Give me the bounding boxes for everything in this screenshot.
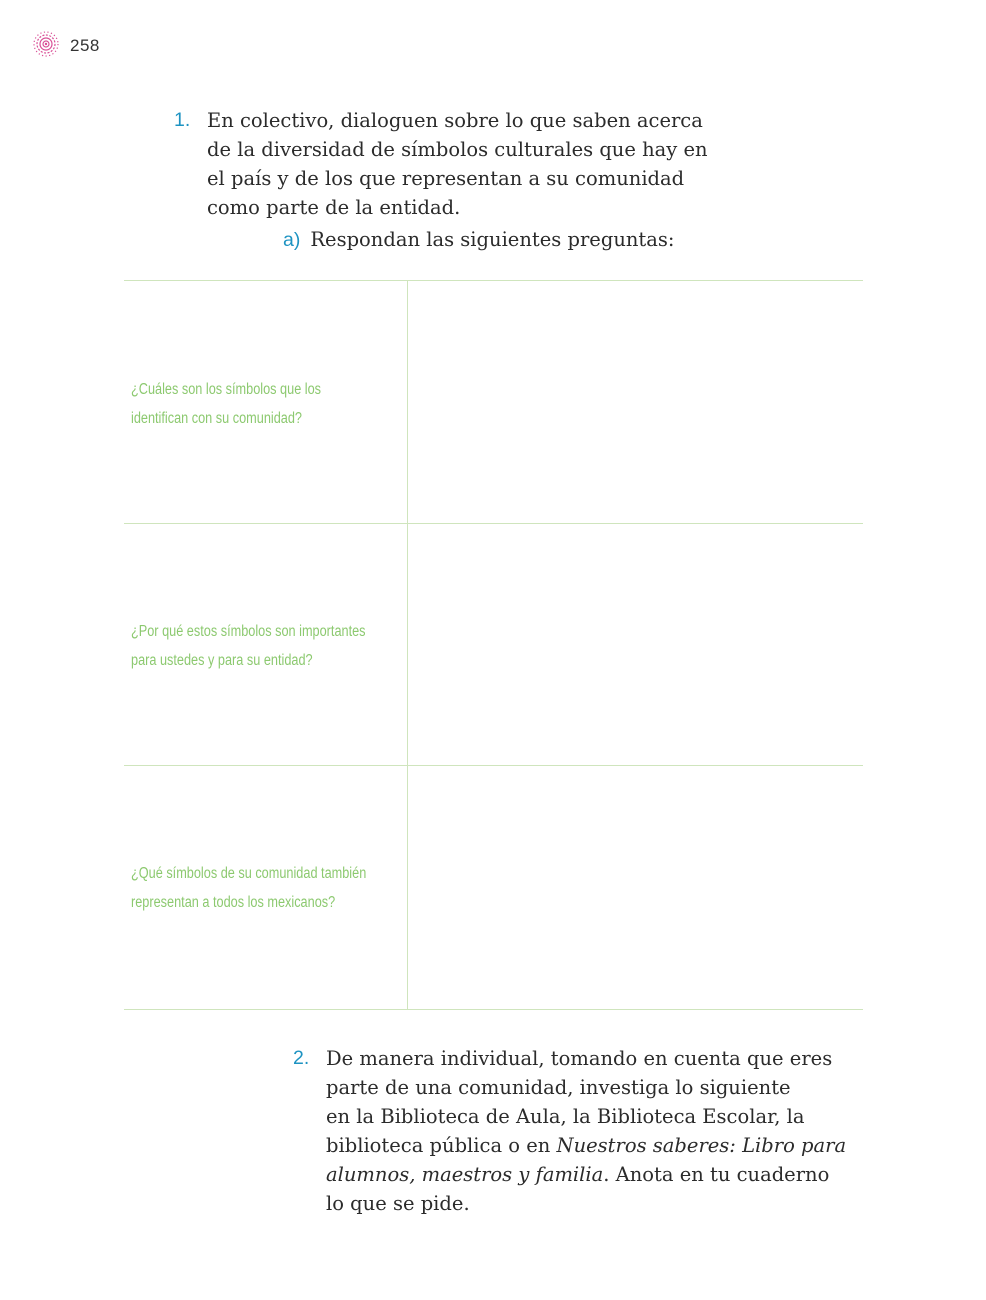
activity-1a-letter: a) [283,229,301,251]
activity-1-line: En colectivo, dialoguen sobre lo que saben acerca [207,109,703,132]
activity-2-line: en la Biblioteca de Aula, la Biblioteca Escolar, la [326,1105,805,1128]
activity-1-line: el país y de los que representan a su comunidad [207,167,685,190]
question-2-line: ¿Por qué estos símbolos son importantes [131,623,366,640]
page-header [32,30,100,62]
table-rule [124,1009,863,1010]
activity-2-text: biblioteca pública o en [326,1134,557,1157]
table-rule [124,765,863,766]
question-1-line: identifican con su comunidad? [131,410,302,427]
spiral-sun-icon [32,30,60,62]
activity-1-line: de la diversidad de símbolos culturales que hay en [207,138,708,161]
book-title: Nuestros saberes: Libro para [556,1134,847,1157]
answer-cell-3[interactable] [409,767,861,1008]
activity-2 [293,1044,847,1218]
activity-1 [174,106,708,222]
table-rule [124,523,863,524]
activity-2-line: lo que se pide. [326,1192,470,1215]
table-column-divider [407,280,408,1010]
activity-2-line: De manera individual, tomando en cuenta que eres [326,1047,833,1070]
question-1-line: ¿Cuáles son los símbolos que los [131,381,322,398]
activity-1a-text: Respondan las siguientes preguntas: [310,228,675,251]
question-2-line: para ustedes y para su entidad? [131,652,313,669]
question-2 [131,617,366,675]
question-3-line: representan a todos los mexicanos? [131,894,336,911]
table-rule [124,280,863,281]
activity-2-line [326,1160,846,1189]
book-title: alumnos, maestros y familia [326,1163,604,1186]
page-number: 258 [70,36,100,55]
activity-2-line: parte de una comunidad, investiga lo siguiente [326,1076,791,1099]
question-3 [131,859,367,917]
activity-1-number: 1. [174,109,191,131]
question-1 [131,375,352,433]
question-3-line: ¿Qué símbolos de su comunidad también [131,865,367,882]
activity-2-number: 2. [293,1047,310,1069]
activity-1a [283,225,674,255]
activity-2-line [326,1131,846,1160]
answer-cell-1[interactable] [409,282,861,522]
activity-2-text: . Anota en tu cuaderno [603,1163,830,1186]
activity-1-line: como parte de la entidad. [207,196,461,219]
answer-cell-2[interactable] [409,525,861,764]
